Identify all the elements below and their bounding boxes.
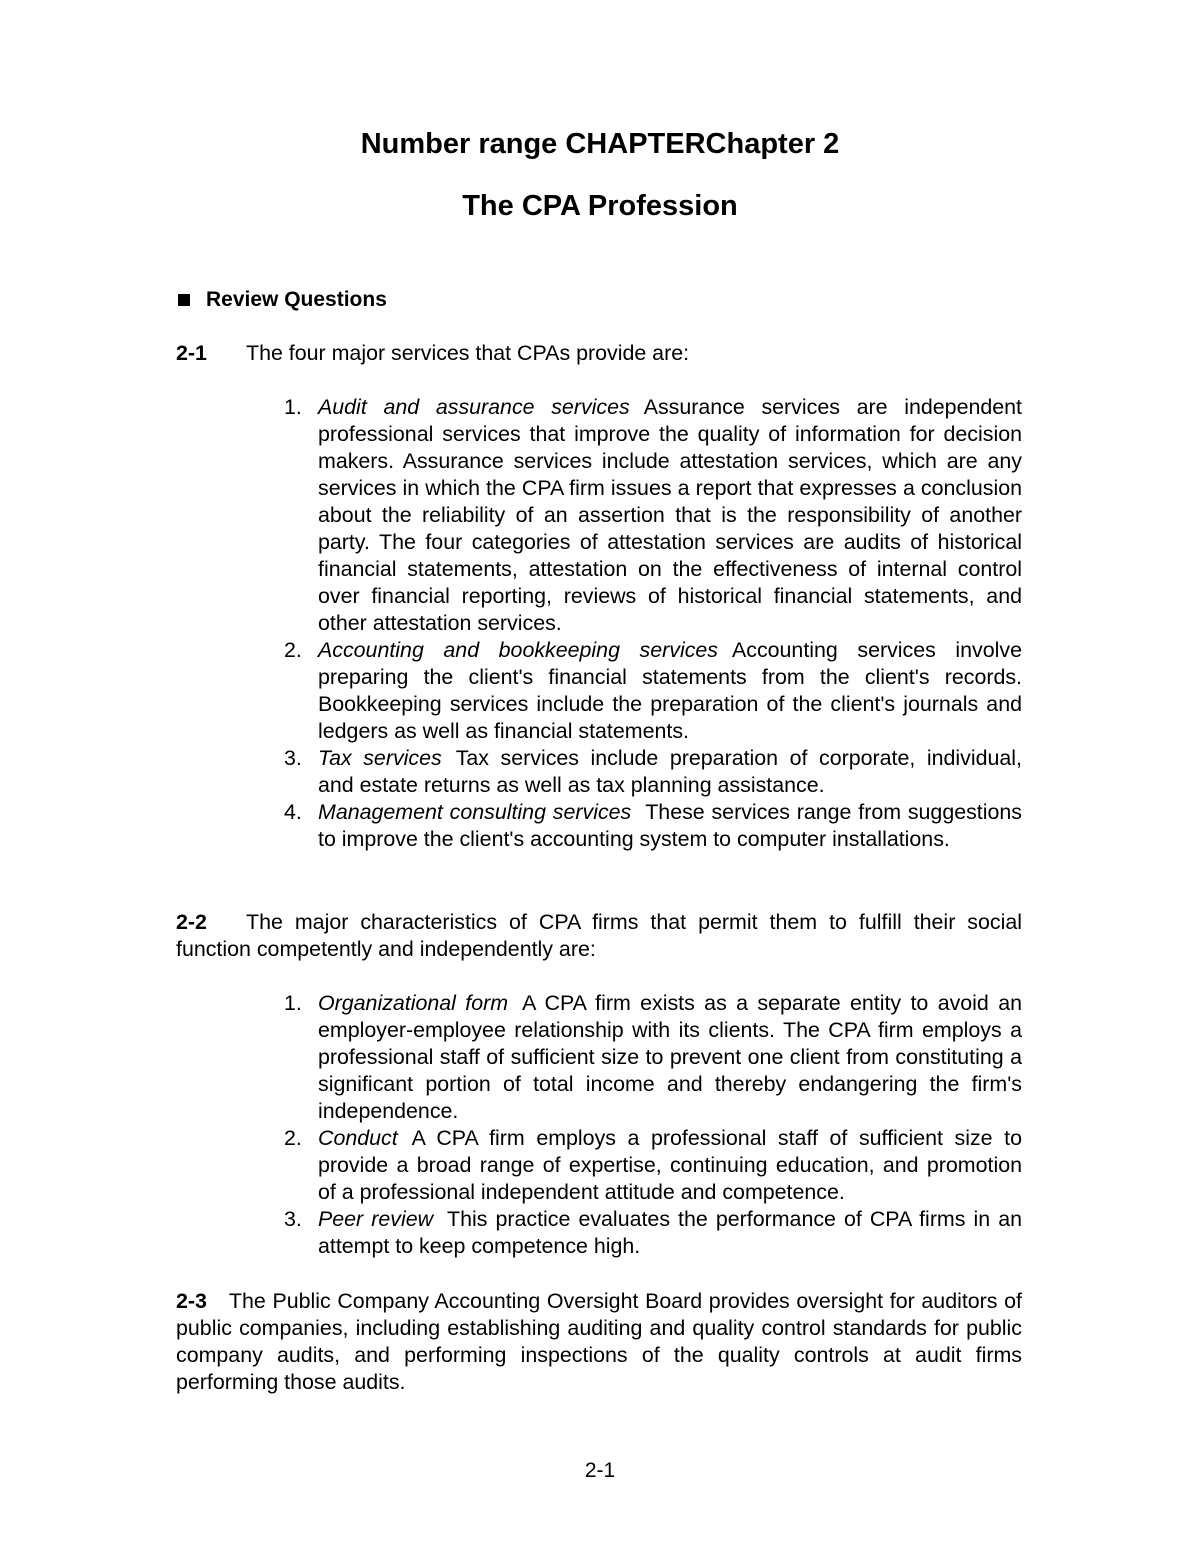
item-number: 1.: [284, 991, 302, 1015]
item-text: A CPA firm exists as a separate entity to avoid an employer-employee relationship with its clients. The CPA firm employs a professional staff of sufficient size to prevent one client from constituting a significant portion of total income and thereby endangering the firm's independence.: [318, 991, 1022, 1123]
section-heading-text: Review Questions: [206, 288, 387, 311]
item-term: Peer review: [318, 1207, 434, 1231]
item-text: Tax services include preparation of corporate, individual, and estate returns as well as tax planning assistance.: [318, 746, 1022, 797]
item-term: Conduct: [318, 1126, 398, 1150]
characteristics-list: [176, 990, 1022, 1260]
question-2-3: [176, 1288, 1022, 1396]
item-term: Tax services: [318, 746, 442, 770]
question-number: 2-1: [176, 341, 207, 365]
item-number: 2.: [284, 638, 302, 662]
item-term: Organizational form: [318, 991, 509, 1015]
question-number: 2-2: [176, 910, 207, 934]
item-number: 4.: [284, 800, 302, 824]
item-term: Management consulting services: [318, 800, 632, 824]
item-number: 1.: [284, 395, 302, 419]
list-item: [176, 745, 1022, 799]
item-text: A CPA firm employs a professional staff of sufficient size to provide a broad range of expertise, continuing education, and promotion of a professional independent attitude and competence.: [318, 1126, 1022, 1204]
item-number: 2.: [284, 1126, 302, 1150]
question-number: 2-3: [176, 1289, 207, 1313]
list-item: [176, 637, 1022, 745]
item-term: Audit and assurance services: [318, 395, 630, 419]
section-heading: [176, 286, 387, 314]
list-item: [176, 1206, 1022, 1260]
list-item: [176, 990, 1022, 1125]
item-term: Accounting and bookkeeping services: [318, 638, 718, 662]
item-text: Accounting services involve preparing the client's financial statements from the client's records. Bookkeeping services include the preparation of the client's journals and ledgers as well as financial statements.: [318, 638, 1022, 743]
question-lead: [176, 340, 1022, 367]
square-bullet-icon: [178, 294, 190, 306]
item-number: 3.: [284, 746, 302, 770]
question-text: The Public Company Accounting Oversight Board provides oversight for auditors of public companies, including establishing auditing and quality control standards for public company audits, and performing inspections of the quality controls at audit firms performing those audits.: [176, 1289, 1022, 1394]
item-text: These services range from suggestions to improve the client's accounting system to computer installations.: [318, 800, 1022, 851]
service-list: [176, 394, 1022, 853]
question-lead: [176, 1288, 1022, 1396]
chapter-title: Number range CHAPTERChapter 2: [360, 128, 840, 160]
chapter-subtitle: The CPA Profession: [462, 190, 738, 222]
question-lead: [176, 909, 1022, 963]
list-item: [176, 799, 1022, 853]
page-number: 2-1: [584, 1459, 616, 1482]
item-text: This practice evaluates the performance of CPA firms in an attempt to keep competence high.: [318, 1207, 1022, 1258]
list-item: [176, 394, 1022, 637]
question-text: The major characteristics of CPA firms that permit them to fulfill their social function competently and independently are:: [176, 910, 1022, 961]
question-2-1: [176, 340, 1022, 853]
item-text: Assurance services are independent professional services that improve the quality of information for decision makers. Assurance services include attestation services, which are any services in which the CPA firm issues a report that expresses a conclusion about the reliability of an assertion that is the responsibility of another party. The four categories of attestation services are audits of historical financial statements, attestation on the effectiveness of internal control over financial reporting, reviews of historical financial statements, and other attestation services.: [318, 395, 1022, 635]
question-2-2: [176, 909, 1022, 1260]
list-item: [176, 1125, 1022, 1206]
question-text: The four major services that CPAs provide are:: [246, 341, 690, 365]
item-number: 3.: [284, 1207, 302, 1231]
